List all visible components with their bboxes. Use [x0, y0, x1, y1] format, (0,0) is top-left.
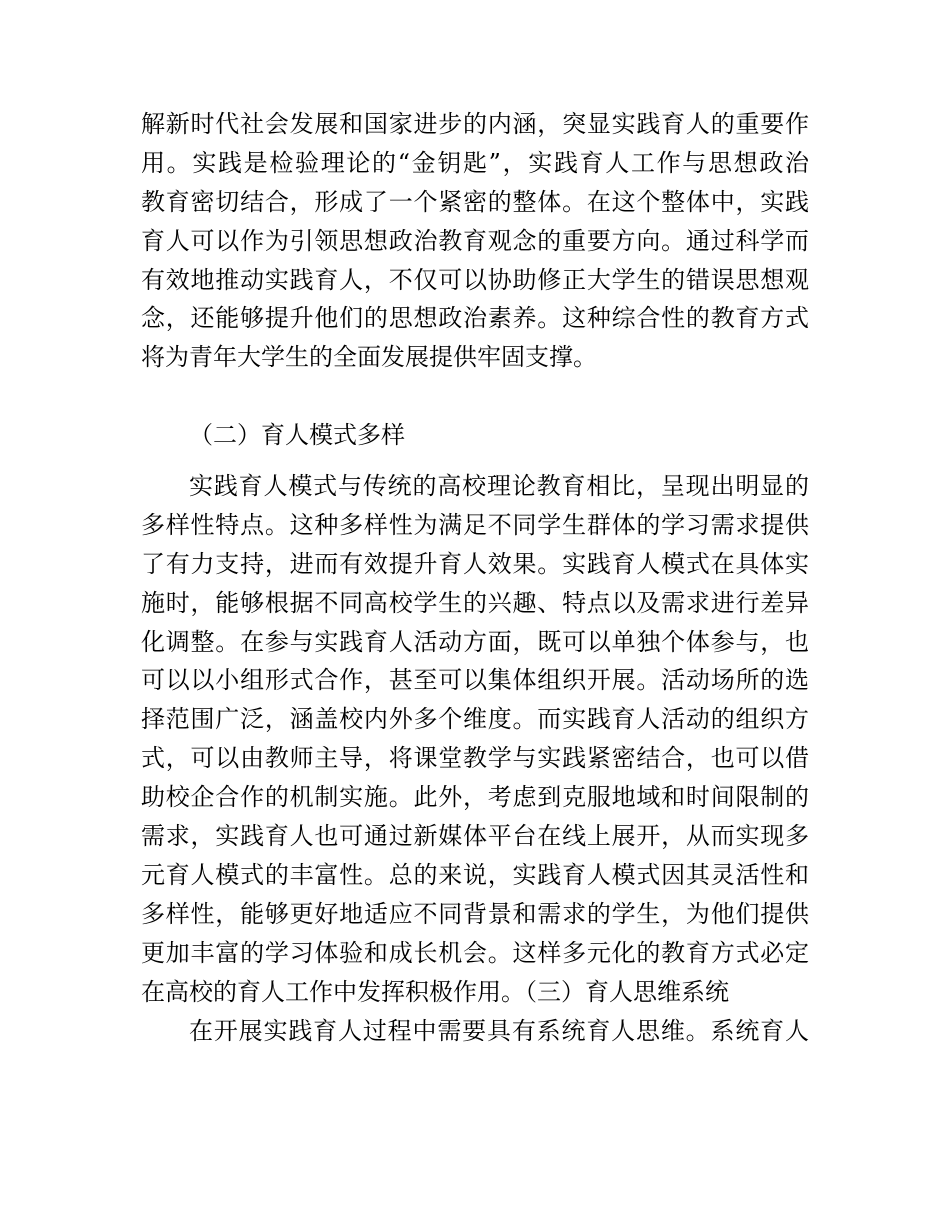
paragraph-body	[141, 1012, 809, 1051]
text-line: 择范围广泛，涵盖校内外多个维度。而实践育人活动的组织方	[141, 705, 809, 734]
text-line: 在开展实践育人过程中需要具有系统育人思维。系统育人	[189, 1017, 809, 1045]
section-heading	[141, 416, 809, 455]
text-line: 更加丰富的学习体验和成长机会。这样多元化的教育方式必定	[141, 938, 809, 967]
text-line: 多样性特点。这种多样性为满足不同学生群体的学习需求提供	[141, 510, 809, 539]
text-line: 用。实践是检验理论的“金钥匙”，实践育人工作与思想政治	[141, 148, 809, 177]
text-line: 将为青年大学生的全面发展提供牢固支撑。	[141, 343, 597, 372]
text-line: 有效地推动实践育人，不仅可以协助修正大学生的错误思想观	[141, 265, 809, 294]
text-line: 念，还能够提升他们的思想政治素养。这种综合性的教育方式	[141, 304, 809, 333]
text-line: 可以以小组形式合作，甚至可以集体组织开展。活动场所的选	[141, 666, 809, 695]
section-heading-text: （二）育人模式多样	[189, 421, 405, 449]
text-line: 在高校的育人工作中发挥积极作用。（三）育人思维系统	[141, 977, 729, 1006]
text-line: 教育密切结合，形成了一个紧密的整体。在这个整体中，实践	[141, 187, 809, 216]
text-line: 式，可以由教师主导，将课堂教学与实践紧密结合，也可以借	[141, 744, 809, 773]
paragraph-body	[141, 467, 809, 1011]
text-line: 了有力支持，进而有效提升育人效果。实践育人模式在具体实	[141, 549, 809, 578]
text-line: 施时，能够根据不同高校学生的兴趣、特点以及需求进行差异	[141, 588, 809, 617]
text-line: 化调整。在参与实践育人活动方面，既可以单独个体参与，也	[141, 627, 809, 656]
paragraph-continuation	[141, 105, 809, 377]
text-line: 育人可以作为引领思想政治教育观念的重要方向。通过科学而	[141, 226, 809, 255]
text-line: 多样性，能够更好地适应不同背景和需求的学生，为他们提供	[141, 899, 809, 928]
text-line: 实践育人模式与传统的高校理论教育相比，呈现出明显的	[189, 472, 809, 500]
text-line: 元育人模式的丰富性。总的来说，实践育人模式因其灵活性和	[141, 860, 809, 889]
text-line: 解新时代社会发展和国家进步的内涵，突显实践育人的重要作	[141, 110, 809, 138]
text-line: 助校企合作的机制实施。此外，考虑到克服地域和时间限制的	[141, 783, 809, 812]
text-line: 需求，实践育人也可通过新媒体平台在线上展开，从而实现多	[141, 822, 809, 851]
